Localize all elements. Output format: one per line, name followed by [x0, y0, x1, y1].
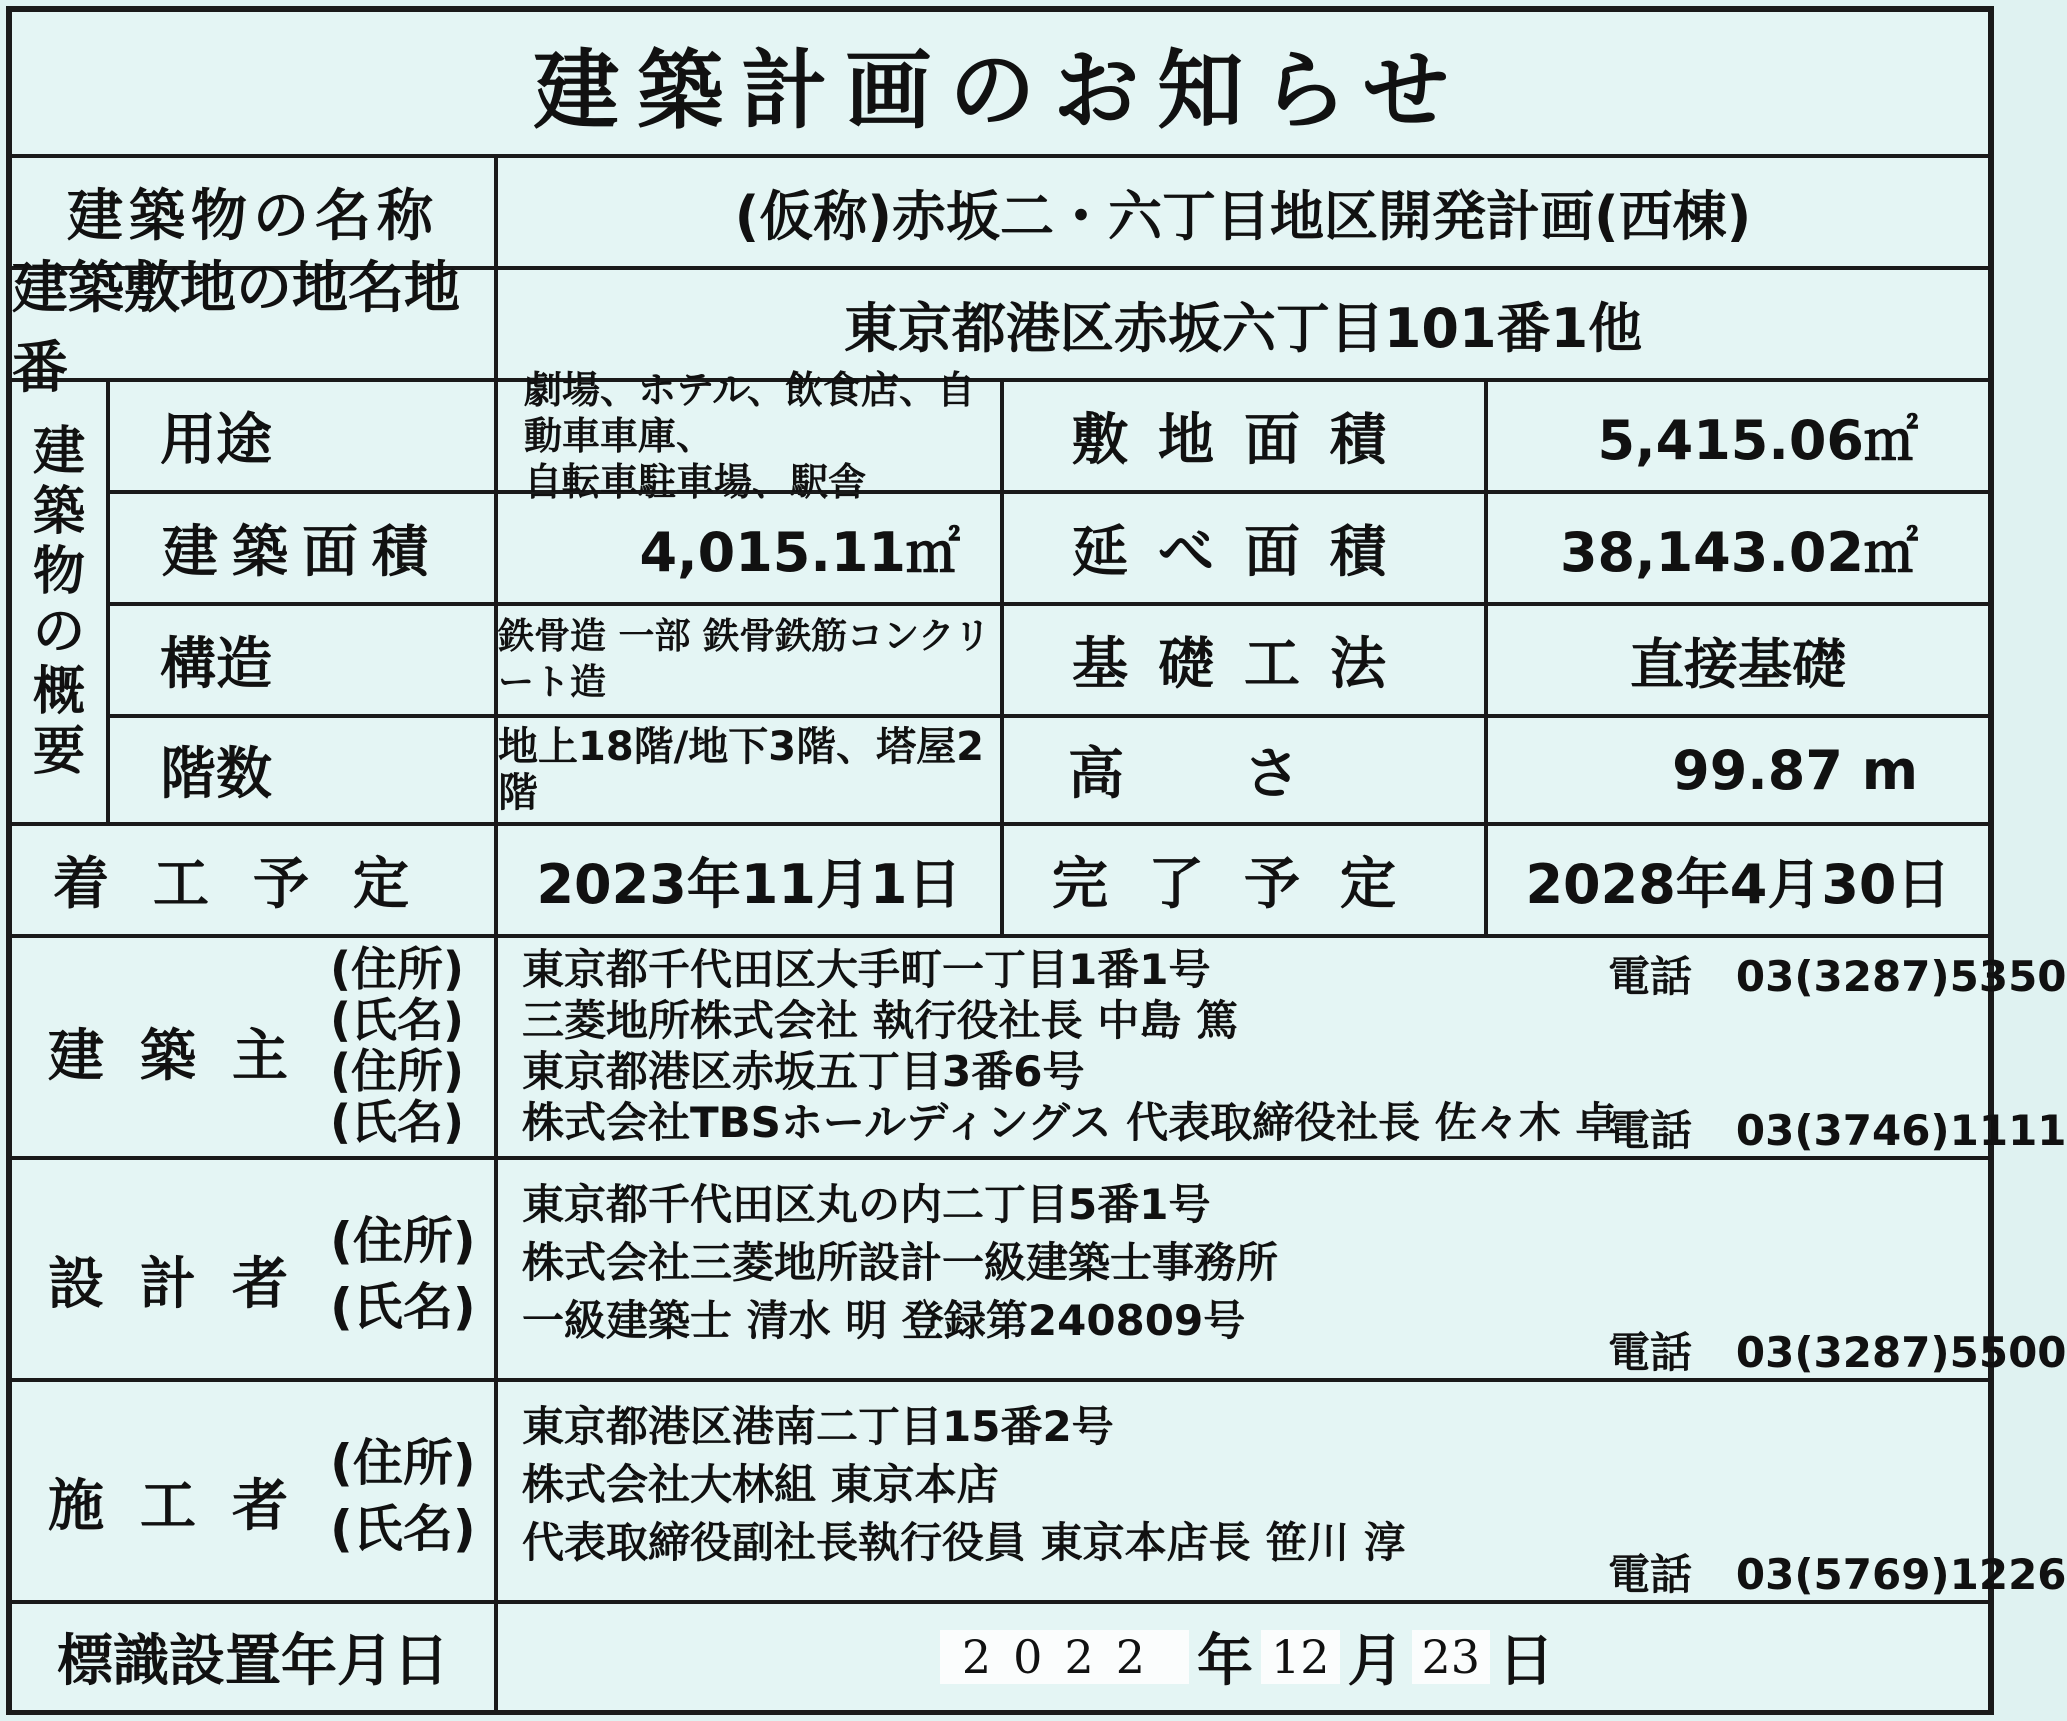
floors-label: 階数 — [108, 716, 496, 824]
height-value: 99.87 m — [1486, 716, 1990, 824]
owner-info — [522, 944, 1617, 1148]
structure-label: 構造 — [108, 604, 496, 716]
owner-line: 株式会社TBSホールディングス 代表取締役社長 佐々木 卓 — [522, 1098, 1618, 1147]
notice-title: 建築計画のお知らせ — [10, 10, 1990, 156]
building-name-value: (仮称)赤坂二・六丁目地区開発計画(西棟) — [496, 156, 1990, 268]
posted-day-unit: 日 — [1498, 1629, 1555, 1694]
contractor-info — [522, 1398, 1406, 1572]
use-label: 用途 — [108, 380, 496, 492]
owner-line: 三菱地所株式会社 執行役社長 中島 篤 — [522, 996, 1238, 1045]
use-line: 劇場、ホテル、飲食店、自動車車庫、 — [524, 368, 976, 458]
overview-char: 概 — [32, 662, 85, 722]
designer-tag: (住所) — [330, 1212, 476, 1270]
site-area-value: 5,415.06㎡ — [1486, 380, 1990, 492]
owner-tag: (住所) — [330, 1044, 465, 1098]
designer-label: 設計者 — [48, 1252, 324, 1317]
owner-line: 東京都港区赤坂五丁目3番6号 — [522, 1047, 1085, 1096]
total-floor-area-value: 38,143.02㎡ — [1486, 492, 1990, 604]
building-area-value: 4,015.11㎡ — [496, 492, 1002, 604]
owner-line: 東京都千代田区大手町一丁目1番1号 — [522, 945, 1211, 994]
posted-date-value — [496, 1602, 1990, 1712]
phone-label: 電話 — [1608, 1106, 1693, 1155]
use-line: 自転車駐車場、駅舎 — [524, 460, 867, 504]
structure-value: 鉄骨造 一部 鉄骨鉄筋コンクリート造 — [496, 604, 1002, 716]
posted-month-unit: 月 — [1347, 1629, 1404, 1694]
owner-label: 建築主 — [48, 1024, 324, 1089]
designer-info-cell — [496, 1158, 2067, 1380]
posted-day: 23 — [1412, 1630, 1491, 1684]
posted-year-unit: 年 — [1196, 1629, 1253, 1694]
phone-label: 電話 — [1608, 1328, 1693, 1377]
owner-phone-1 — [1608, 944, 2067, 1004]
designer-phone — [1608, 1320, 2067, 1380]
designer-line: 東京都千代田区丸の内二丁目5番1号 — [522, 1180, 1211, 1229]
phone-number: 03(5769)1226 — [1735, 1550, 2067, 1599]
phone-label: 電話 — [1608, 1550, 1693, 1599]
foundation-value: 直接基礎 — [1486, 604, 1990, 716]
phone-label: 電話 — [1608, 952, 1693, 1001]
completion-value: 2028年4月30日 — [1486, 824, 1990, 936]
completion-label: 完了予定 — [1002, 824, 1486, 936]
owner-label-cell — [10, 936, 496, 1158]
height-label: 高さ — [1002, 716, 1486, 824]
contractor-tag: (氏名) — [330, 1500, 476, 1558]
overview-group-label — [10, 380, 108, 824]
overview-char: 物 — [32, 542, 85, 602]
owner-info-cell — [496, 936, 2067, 1158]
owner-tag: (氏名) — [330, 1095, 465, 1149]
site-address-value: 東京都港区赤坂六丁目101番1他 — [496, 268, 1990, 380]
owner-tag: (住所) — [330, 942, 465, 996]
contractor-line: 代表取締役副社長執行役員 東京本店長 笹川 淳 — [522, 1518, 1406, 1567]
contractor-tags — [330, 1430, 476, 1562]
phone-number: 03(3746)1111 — [1735, 1106, 2067, 1155]
designer-tag: (氏名) — [330, 1278, 476, 1336]
contractor-line: 株式会社大林組 東京本店 — [522, 1460, 999, 1509]
owner-tag: (氏名) — [330, 993, 465, 1047]
site-address-label: 建築敷地の地名地番 — [10, 268, 496, 380]
floors-value: 地上18階/地下3階、塔屋2階 — [496, 716, 1002, 824]
contractor-phone — [1608, 1542, 2067, 1602]
posted-month: 12 — [1261, 1630, 1340, 1684]
designer-label-cell — [10, 1158, 496, 1380]
phone-number: 03(3287)5500 — [1735, 1328, 2067, 1377]
use-value — [496, 368, 1002, 504]
overview-char: 築 — [32, 482, 85, 542]
contractor-info-cell — [496, 1380, 2067, 1602]
designer-tags — [330, 1208, 476, 1340]
designer-line: 株式会社三菱地所設計一級建築士事務所 — [522, 1238, 1279, 1287]
contractor-line: 東京都港区港南二丁目15番2号 — [522, 1402, 1114, 1451]
start-value: 2023年11月1日 — [496, 824, 1002, 936]
foundation-label: 基礎工法 — [1002, 604, 1486, 716]
overview-char: 要 — [32, 722, 85, 782]
building-name-label: 建築物の名称 — [10, 156, 496, 268]
contractor-tag: (住所) — [330, 1434, 476, 1492]
contractor-label-cell — [10, 1380, 496, 1602]
owner-phone-2 — [1608, 1098, 2067, 1158]
contractor-label: 施工者 — [48, 1474, 324, 1539]
site-area-label: 敷地面積 — [1002, 380, 1486, 492]
designer-info — [522, 1176, 1278, 1350]
phone-number: 03(3287)5350 — [1735, 952, 2067, 1001]
posted-date-label: 標識設置年月日 — [10, 1602, 496, 1712]
owner-tags — [330, 944, 464, 1148]
notice-board — [6, 6, 2067, 1715]
designer-line: 一級建築士 清水 明 登録第240809号 — [522, 1296, 1246, 1345]
overview-char: 建 — [32, 422, 85, 482]
overview-char: の — [32, 602, 85, 662]
building-area-label: 建築面積 — [108, 492, 496, 604]
posted-year: 2022 — [940, 1630, 1189, 1684]
total-floor-area-label: 延べ面積 — [1002, 492, 1486, 604]
start-label: 着工予定 — [10, 824, 496, 936]
